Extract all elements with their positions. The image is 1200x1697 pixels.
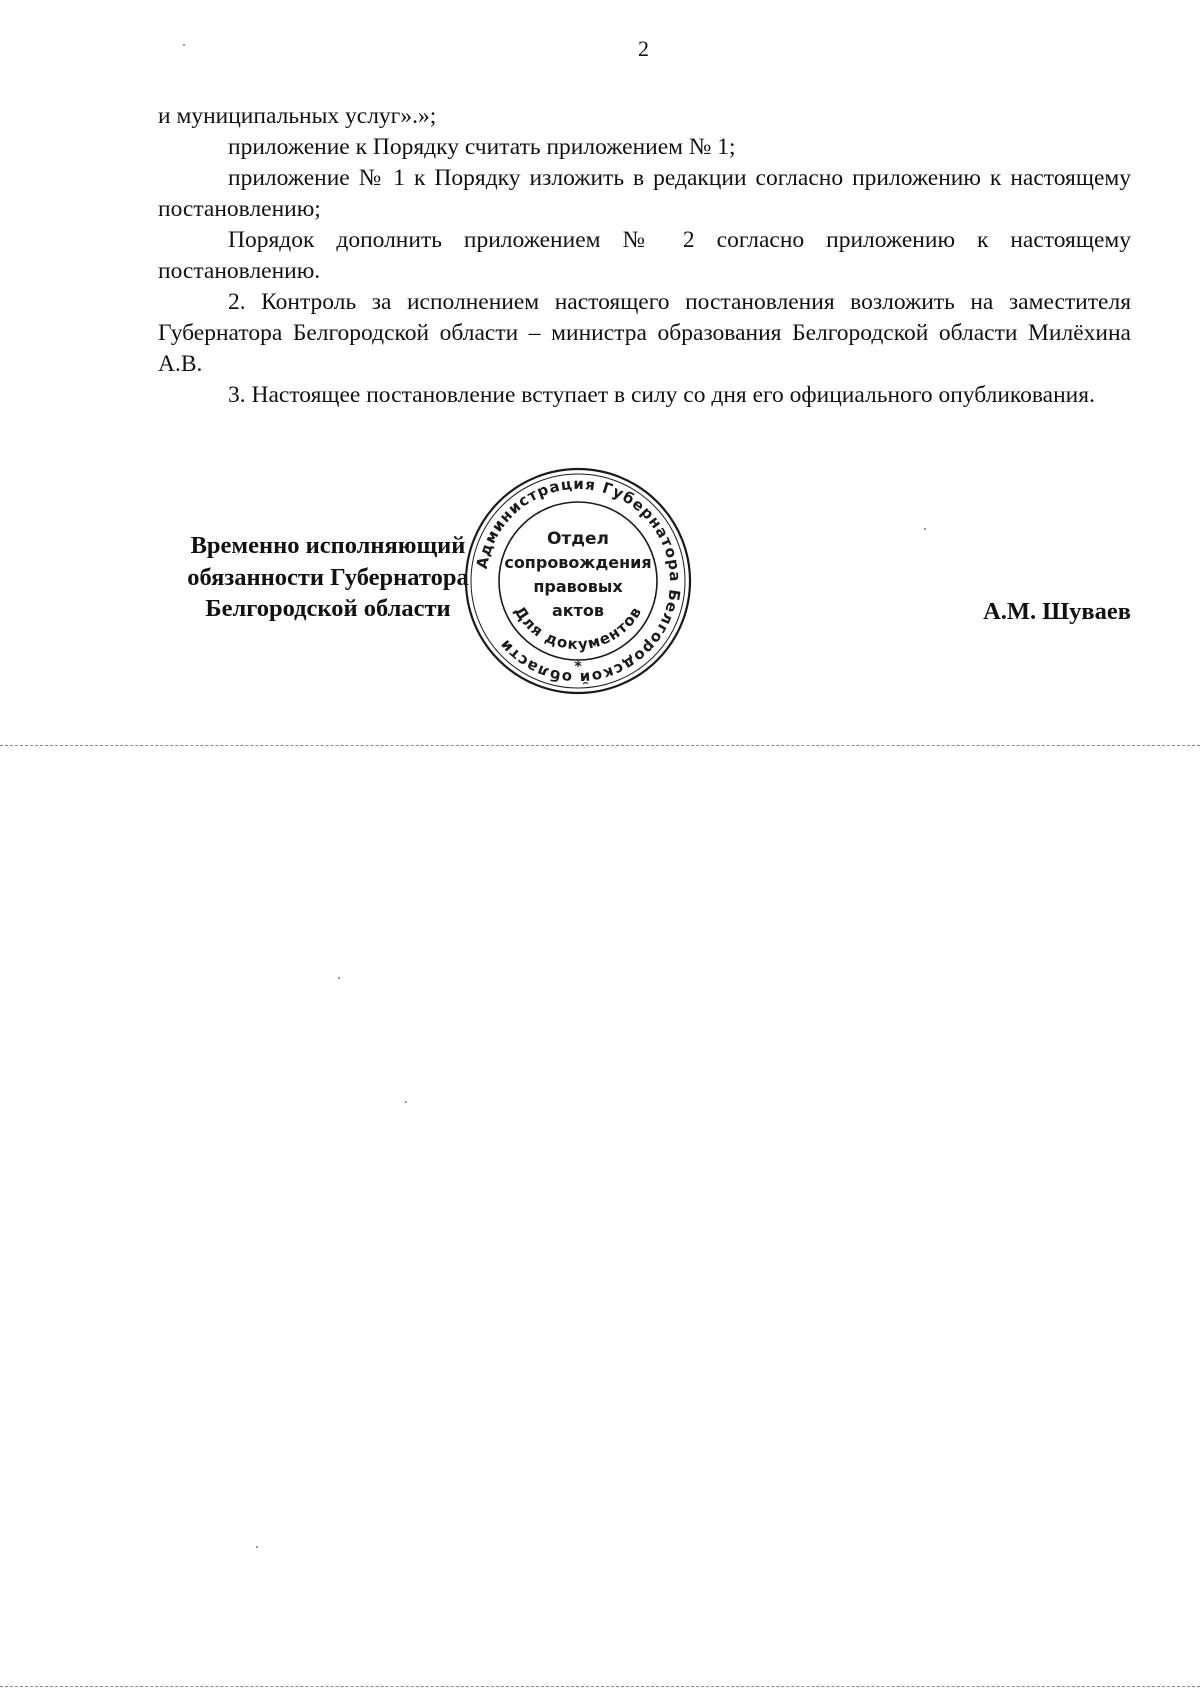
signatory-title <box>158 530 498 625</box>
paragraph-effective-date: 3. Настоящее постановление вступает в силу со дня его официального опубликования. <box>228 382 1095 408</box>
scan-artifact-speck <box>924 528 926 530</box>
scan-artifact-speck <box>183 44 185 46</box>
seal-bottom-text: Для документов <box>510 602 646 654</box>
page-number: 2 <box>638 36 649 61</box>
official-seal <box>463 466 693 696</box>
signatory-title-line: Белгородской области <box>205 595 451 622</box>
paragraph-appendix-1-edit: приложение № 1 к Порядку изложить в редакции согласно приложению к настоящему постановлению; <box>158 165 1131 222</box>
document-body <box>158 101 1131 411</box>
signatory-title-line: Временно исполняющий <box>190 532 466 559</box>
signatory-title-line: обязанности Губернатора <box>187 563 469 591</box>
paragraph-appendix-2-add: Порядок дополнить приложением № 2 согласно приложению к настоящему постановлению. <box>158 227 1131 284</box>
seal-ring-text: Администрация Губернатора Белгородской области <box>472 474 685 688</box>
seal-center-line: Отдел <box>546 529 610 549</box>
seal-center-line: актов <box>551 601 605 620</box>
signatory-name: А.М. Шуваев <box>983 598 1131 625</box>
paragraph-appendix-renumber: приложение к Порядку считать приложением № 1; <box>228 134 736 160</box>
scan-artifact-line <box>0 1686 1200 1687</box>
paragraph-continuation: и муниципальных услуг».»; <box>158 103 437 129</box>
seal-center-line: сопровождения <box>504 553 652 572</box>
seal-center-line: правовых <box>533 577 623 596</box>
scan-artifact-speck <box>405 1101 407 1103</box>
scan-artifact-line <box>0 745 1200 746</box>
paragraph-control: 2. Контроль за исполнением настоящего постановления возложить на заместителя Губернатора Белгородской области – министра образования Белгородской области Милёхина А.В. <box>158 289 1131 377</box>
seal-star: * <box>574 659 582 675</box>
scan-artifact-speck <box>338 977 340 979</box>
scan-artifact-speck <box>256 1546 258 1548</box>
